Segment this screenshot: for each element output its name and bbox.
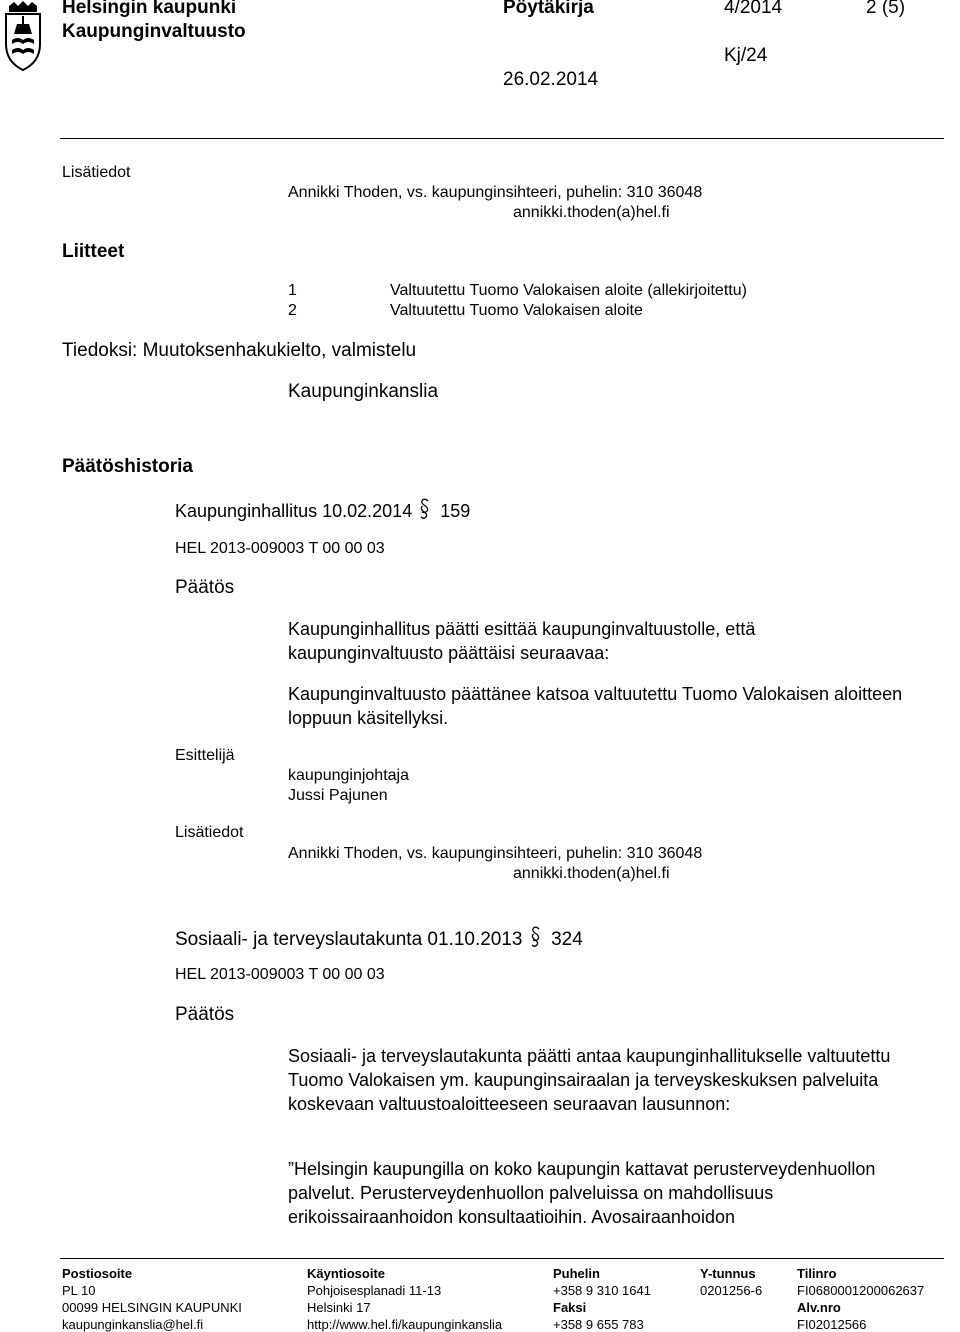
history-entry-title-text: Sosiaali- ja terveyslautakunta 01.10.2013	[175, 929, 523, 950]
history-entry-title	[175, 926, 583, 951]
header-divider	[60, 138, 944, 139]
footer-postal-label: Postiosoite	[62, 1266, 133, 1281]
contact-top-line1: Annikki Thoden, vs. kaupunginsihteeri, puhelin: 310 36048	[288, 184, 703, 201]
notice-label: Tiedoksi: Muutoksenhakukielto, valmistelu	[62, 340, 417, 361]
attachment-item: Valtuutettu Tuomo Valokaisen aloite	[390, 302, 643, 319]
contact-top-label: Lisätiedot	[62, 164, 131, 181]
footer-website-link[interactable]: http://www.hel.fi/kaupunginkanslia	[307, 1317, 503, 1332]
attachment-number: 1	[288, 282, 297, 299]
decision-quote	[288, 1157, 928, 1229]
footer-business-id-label: Y-tunnus	[700, 1266, 756, 1281]
footer-phone-label: Puhelin	[553, 1266, 600, 1281]
contact-line1: Annikki Thoden, vs. kaupunginsihteeri, puhelin: 310 36048	[288, 845, 703, 862]
header-doc-type: Pöytäkirja	[503, 0, 594, 18]
footer-postal-line: 00099 HELSINGIN KAUPUNKI	[62, 1300, 242, 1315]
history-entry-section: 159	[440, 501, 471, 521]
footer-postal-line: PL 10	[62, 1283, 96, 1298]
presenter-title: kaupunginjohtaja	[288, 767, 409, 784]
decision-paragraph: Sosiaali- ja terveyslautakunta päätti antaa kaupunginhallitukselle valtuutettu Tuomo Valokaisen ym. kaupunginsairaalan ja terveyskeskuksen palveluita koskevaan valtuustoaloitteeseen seuraavan lausunnon:	[288, 1046, 891, 1114]
attachment-item: Valtuutettu Tuomo Valokaisen aloite (allekirjoitettu)	[390, 282, 747, 299]
header-date: 26.02.2014	[503, 69, 599, 90]
history-entry-title	[175, 498, 470, 522]
presenter-label: Esittelijä	[175, 747, 235, 764]
section-mark-icon	[419, 498, 431, 520]
attachment-number: 2	[288, 302, 297, 319]
footer-phone-number: +358 9 310 1641	[553, 1283, 651, 1298]
presenter-name: Jussi Pajunen	[288, 787, 388, 804]
header-number: 4/2014	[724, 0, 783, 18]
history-entry-case-id: HEL 2013-009003 T 00 00 03	[175, 966, 385, 983]
decision-quote-text: Helsingin kaupungilla on koko kaupungin kattavat perusterveydenhuollon palvelut. Perusterveydenhuollon palveluissa on mahdollisuus erikoissairaanhoidon konsultaatioihin. Avosairaanhoidon	[288, 1159, 876, 1227]
history-entry-case-id: HEL 2013-009003 T 00 00 03	[175, 540, 385, 557]
contact-top-line2: annikki.thoden(a)hel.fi	[513, 204, 670, 221]
footer-account-label: Tilinro	[797, 1266, 837, 1281]
footer-fax-label: Faksi	[553, 1300, 587, 1315]
header-ref: Kj/24	[724, 45, 768, 66]
footer-account-number: FI0680001200062637	[797, 1283, 925, 1298]
contact-line2: annikki.thoden(a)hel.fi	[513, 865, 670, 882]
header-page: 2 (5)	[866, 0, 906, 18]
decision-label: Päätös	[175, 577, 235, 598]
footer-vat-label: Alv.nro	[797, 1300, 841, 1315]
quote-mark: ”	[288, 1159, 294, 1179]
notice-recipient: Kaupunginkanslia	[288, 381, 439, 402]
section-mark-icon	[530, 926, 542, 948]
header-body: Kaupunginvaltuusto	[62, 21, 246, 42]
decision-label: Päätös	[175, 1004, 235, 1025]
history-entry-section: 324	[551, 929, 583, 950]
coat-of-arms-logo	[0, 0, 46, 72]
footer-vat-number: FI02012566	[797, 1317, 867, 1332]
history-label: Päätöshistoria	[62, 456, 193, 477]
footer-email-link[interactable]: kaupunginkanslia@hel.fi	[62, 1317, 204, 1332]
history-entry-title-text: Kaupunginhallitus 10.02.2014	[175, 501, 413, 521]
decision-paragraph: Kaupunginvaltuusto päättänee katsoa valtuutettu Tuomo Valokaisen aloitteen loppuun käsitellyksi.	[288, 684, 903, 728]
footer-divider	[60, 1258, 944, 1259]
attachments-label: Liitteet	[62, 241, 125, 262]
footer-visit-line: Pohjoisesplanadi 11-13	[307, 1283, 442, 1298]
footer-business-id: 0201256-6	[700, 1283, 763, 1298]
footer-fax-number: +358 9 655 783	[553, 1317, 644, 1332]
header-org: Helsingin kaupunki	[62, 0, 237, 18]
footer-visit-label: Käyntiosoite	[307, 1266, 386, 1281]
footer-visit-line: Helsinki 17	[307, 1300, 371, 1315]
contact-label: Lisätiedot	[175, 824, 244, 841]
decision-paragraph: Kaupunginhallitus päätti esittää kaupunginvaltuustolle, että kaupunginvaltuusto päättäisi seuraavaa:	[288, 619, 756, 663]
